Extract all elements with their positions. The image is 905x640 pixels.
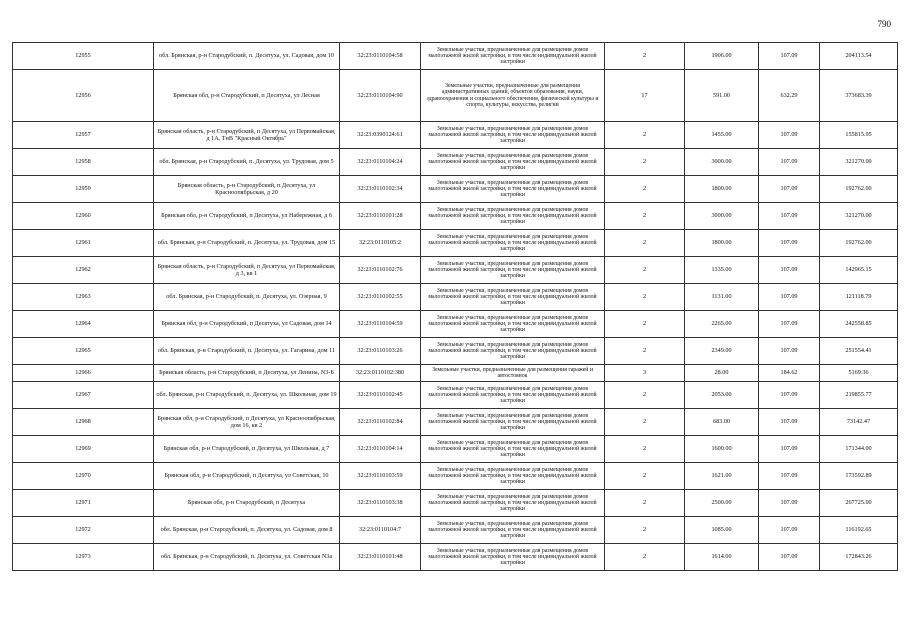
row-number: 12957 (13, 122, 154, 149)
row-number: 12963 (13, 284, 154, 311)
cadastral-value-cell: 155815.95 (820, 122, 898, 149)
address-cell: Брянская обл, р-н Стародубский, п Десятуха (154, 490, 340, 517)
specific-value-cell: 107.09 (759, 149, 820, 176)
table-row (13, 311, 898, 338)
cadastral-number-cell: 32:23:0110104:14 (340, 436, 421, 463)
address-cell: обл. Брянская, р-н Стародубский, п. Десятуха, ул. Советская N3а (154, 544, 340, 571)
land-use-cell: Земельные участки, предназначенные для размещения домов малоэтажной жилой застройки, в том числе индивидуальной жилой застройки (421, 517, 605, 544)
row-number: 12955 (13, 43, 154, 70)
land-use-cell: Земельные участки, предназначенные для размещения домов малоэтажной жилой застройки, в том числе индивидуальной жилой застройки (421, 284, 605, 311)
area-cell: 1800.00 (685, 230, 759, 257)
row-number: 12956 (13, 70, 154, 122)
use-code-cell: 2 (605, 517, 685, 544)
row-number: 12965 (13, 338, 154, 365)
area-cell: 1614.00 (685, 544, 759, 571)
cadastral-number-cell: 32:23:0110103:38 (340, 490, 421, 517)
row-number: 12966 (13, 365, 154, 382)
row-number: 12967 (13, 382, 154, 409)
cadastral-number-cell: 32:23:0390124:61 (340, 122, 421, 149)
land-use-cell: Земельные участки, предназначенные для размещения домов малоэтажной жилой застройки, в том числе индивидуальной жилой застройки (421, 409, 605, 436)
specific-value-cell: 632.29 (759, 70, 820, 122)
row-number: 12959 (13, 176, 154, 203)
row-number: 12969 (13, 436, 154, 463)
cadastral-value-cell: 121118.79 (820, 284, 898, 311)
address-cell: Брянская область, р-н Стародубский, п Десятуха, ул Красноопябрьская, д 20 (154, 176, 340, 203)
address-cell: обл. Брянская, р-н Стародубский, п. Десятуха, ул. Озерная, 9 (154, 284, 340, 311)
area-cell: 2265.00 (685, 311, 759, 338)
table-row (13, 176, 898, 203)
cadastral-number-cell: 32:23:0110102:45 (340, 382, 421, 409)
area-cell: 1906.00 (685, 43, 759, 70)
area-cell: 2053.00 (685, 382, 759, 409)
page-number: 790 (877, 19, 891, 29)
cadastral-value-cell: 321270.00 (820, 203, 898, 230)
area-cell: 683.00 (685, 409, 759, 436)
cadastral-number-cell: 32:23:0110105:2 (340, 230, 421, 257)
land-use-cell: Земельные участки, предназначенные для размещения гаражей и автостоянок (421, 365, 605, 382)
table-row (13, 544, 898, 571)
cadastral-number-cell: 32:23:0110104:7 (340, 517, 421, 544)
cadastral-value-cell: 192762.00 (820, 230, 898, 257)
row-number: 12958 (13, 149, 154, 176)
cadastral-number-cell: 32:23:0110102:55 (340, 284, 421, 311)
area-cell: 1800.00 (685, 176, 759, 203)
area-cell: 1600.00 (685, 436, 759, 463)
address-cell: Брянская обл, р-н Стародубский, п Десятуха, ул Садовая, дом 14 (154, 311, 340, 338)
land-use-cell: Земельные участки, предназначенные для размещения домов малоэтажной жилой застройки, в том числе индивидуальной жилой застройки (421, 311, 605, 338)
land-use-cell: Земельные участки, предназначенные для размещения домов малоэтажной жилой застройки, в том числе индивидуальной жилой застройки (421, 176, 605, 203)
use-code-cell: 2 (605, 382, 685, 409)
land-use-cell: Земельные участки, предназначенные для размещения домов малоэтажной жилой застройки, в том числе индивидуальной жилой застройки (421, 257, 605, 284)
area-cell: 591.00 (685, 70, 759, 122)
table-row (13, 382, 898, 409)
cadastral-value-cell: 219855.77 (820, 382, 898, 409)
land-registry-table (12, 42, 898, 571)
address-cell: Брянская область, р-н Стародубский, п Десятуха, ул Ленина, N3-Б (154, 365, 340, 382)
use-code-cell: 2 (605, 490, 685, 517)
specific-value-cell: 107.09 (759, 203, 820, 230)
cadastral-value-cell: 321270.00 (820, 149, 898, 176)
cadastral-number-cell: 32:23:0110102:34 (340, 176, 421, 203)
address-cell: Брянская обл, р-н Стародубский, п Десятуха, ул Красноопябрьская, дом 16, кв 2 (154, 409, 340, 436)
area-cell: 1131.00 (685, 284, 759, 311)
cadastral-value-cell: 267725.00 (820, 490, 898, 517)
table-row (13, 436, 898, 463)
cadastral-number-cell: 32:23:0110103:59 (340, 463, 421, 490)
table-row (13, 257, 898, 284)
cadastral-number-cell: 32:23:0110103:26 (340, 338, 421, 365)
cadastral-number-cell: 32:23:0110104:59 (340, 311, 421, 338)
cadastral-number-cell: 32:23:0110104:24 (340, 149, 421, 176)
specific-value-cell: 107.09 (759, 463, 820, 490)
address-cell: Брянская обл, р-н Стародубский, п Десятуха, ул Набережная, д 6 (154, 203, 340, 230)
address-cell: Брянская обл, р-н Стародубский, п Десятуха, ул Советская, 10 (154, 463, 340, 490)
row-number: 12970 (13, 463, 154, 490)
specific-value-cell: 107.09 (759, 176, 820, 203)
specific-value-cell: 107.09 (759, 436, 820, 463)
address-cell: обл. Брянская, р-н Стародубский, п. Десятуха, ул. Трудовая, дом 15 (154, 230, 340, 257)
address-cell: Брянская обл, р-н Стародубский, п Десятуха, ул Лесная (154, 70, 340, 122)
use-code-cell: 2 (605, 436, 685, 463)
specific-value-cell: 107.09 (759, 284, 820, 311)
use-code-cell: 2 (605, 409, 685, 436)
cadastral-value-cell: 5169.36 (820, 365, 898, 382)
specific-value-cell: 107.09 (759, 230, 820, 257)
row-number: 12962 (13, 257, 154, 284)
area-cell: 2500.00 (685, 490, 759, 517)
specific-value-cell: 107.09 (759, 122, 820, 149)
table-row (13, 490, 898, 517)
cadastral-value-cell: 73142.47 (820, 409, 898, 436)
cadastral-value-cell: 142965.15 (820, 257, 898, 284)
table-row (13, 365, 898, 382)
table-row (13, 517, 898, 544)
address-cell: Брянская область, р-н Стародубский, п Десятуха, ул Первомайская, д 1А, ТнВ "Красный Октябрь" (154, 122, 340, 149)
cadastral-value-cell: 172843.26 (820, 544, 898, 571)
cadastral-value-cell: 204113.54 (820, 43, 898, 70)
land-use-cell: Земельные участки, предназначенные для размещения домов малоэтажной жилой застройки, в том числе индивидуальной жилой застройки (421, 490, 605, 517)
row-number: 12964 (13, 311, 154, 338)
cadastral-value-cell: 242558.85 (820, 311, 898, 338)
cadastral-value-cell: 251554.41 (820, 338, 898, 365)
use-code-cell: 17 (605, 70, 685, 122)
area-cell: 1621.00 (685, 463, 759, 490)
area-cell: 1455.00 (685, 122, 759, 149)
land-use-cell: Земельные участки, предназначенные для размещения домов малоэтажной жилой застройки, в том числе индивидуальной жилой застройки (421, 149, 605, 176)
table-row (13, 409, 898, 436)
specific-value-cell: 107.09 (759, 409, 820, 436)
specific-value-cell: 107.09 (759, 517, 820, 544)
address-cell: обл. Брянская, р-н Стародубский, п. Десятуха, ул. Садовая, дом 10 (154, 43, 340, 70)
land-use-cell: Земельные участки, предназначенные для размещения домов малоэтажной жилой застройки, в том числе индивидуальной жилой застройки (421, 338, 605, 365)
address-cell: обл. Брянская, р-н Стародубский, п. Десятуха, ул. Гагарина, дом 11 (154, 338, 340, 365)
table-row (13, 43, 898, 70)
row-number: 12972 (13, 517, 154, 544)
land-use-cell: Земельные участки, предназначенные для размещения домов малоэтажной жилой застройки, в том числе индивидуальной жилой застройки (421, 436, 605, 463)
cadastral-number-cell: 32:23:0110102:380 (340, 365, 421, 382)
land-use-cell: Земельные участки, предназначенные для размещения домов малоэтажной жилой застройки, в том числе индивидуальной жилой застройки (421, 544, 605, 571)
use-code-cell: 2 (605, 230, 685, 257)
table-row (13, 149, 898, 176)
table-row (13, 284, 898, 311)
use-code-cell: 2 (605, 149, 685, 176)
address-cell: обл. Брянская, р-н Стародубский, п. Десятуха, ул. Садовая, дом 8 (154, 517, 340, 544)
cadastral-number-cell: 32:23:0110104:58 (340, 43, 421, 70)
cadastral-number-cell: 32:23:0110102:84 (340, 409, 421, 436)
land-use-cell: Земельные участки, предназначенные для размещения домов малоэтажной жилой застройки, в том числе индивидуальной жилой застройки (421, 122, 605, 149)
area-cell: 3000.00 (685, 149, 759, 176)
address-cell: Брянская обл, р-н Стародубский, п Десятуха, ул Школьная, д 7 (154, 436, 340, 463)
cadastral-number-cell: 32:23:0110101:28 (340, 203, 421, 230)
table-row (13, 230, 898, 257)
cadastral-number-cell: 32:23:0110104:90 (340, 70, 421, 122)
cadastral-value-cell: 373683.39 (820, 70, 898, 122)
area-cell: 28.00 (685, 365, 759, 382)
land-use-cell: Земельные участки, предназначенные для размещения домов малоэтажной жилой застройки, в том числе индивидуальной жилой застройки (421, 203, 605, 230)
use-code-cell: 2 (605, 176, 685, 203)
use-code-cell: 2 (605, 203, 685, 230)
specific-value-cell: 107.09 (759, 311, 820, 338)
cadastral-value-cell: 171344.00 (820, 436, 898, 463)
specific-value-cell: 107.09 (759, 43, 820, 70)
cadastral-number-cell: 32:23:0110101:48 (340, 544, 421, 571)
specific-value-cell: 107.09 (759, 338, 820, 365)
use-code-cell: 2 (605, 284, 685, 311)
use-code-cell: 2 (605, 544, 685, 571)
area-cell: 3000.00 (685, 203, 759, 230)
address-cell: обл. Брянская, р-н Стародубский, п. Десятуха, ул. Школьная, дом 19 (154, 382, 340, 409)
specific-value-cell: 107.09 (759, 490, 820, 517)
table-row (13, 70, 898, 122)
cadastral-value-cell: 192762.00 (820, 176, 898, 203)
cadastral-value-cell: 173592.89 (820, 463, 898, 490)
use-code-cell: 2 (605, 338, 685, 365)
land-use-cell: Земельные участки, предназначенные для размещения домов малоэтажной жилой застройки, в том числе индивидуальной жилой застройки (421, 43, 605, 70)
area-cell: 1085.00 (685, 517, 759, 544)
area-cell: 2349.00 (685, 338, 759, 365)
row-number: 12960 (13, 203, 154, 230)
table-row (13, 122, 898, 149)
use-code-cell: 2 (605, 43, 685, 70)
use-code-cell: 2 (605, 122, 685, 149)
area-cell: 1335.00 (685, 257, 759, 284)
row-number: 12961 (13, 230, 154, 257)
address-cell: обл. Брянская, р-н Стародубский, п. Десятуха, ул. Трудовая, дом 5 (154, 149, 340, 176)
specific-value-cell: 107.09 (759, 257, 820, 284)
table-row (13, 203, 898, 230)
specific-value-cell: 184.62 (759, 365, 820, 382)
land-use-cell: Земельные участки, предназначенные для размещения домов малоэтажной жилой застройки, в том числе индивидуальной жилой застройки (421, 230, 605, 257)
row-number: 12973 (13, 544, 154, 571)
table-row (13, 338, 898, 365)
use-code-cell: 2 (605, 463, 685, 490)
specific-value-cell: 107.09 (759, 382, 820, 409)
use-code-cell: 2 (605, 257, 685, 284)
specific-value-cell: 107.09 (759, 544, 820, 571)
use-code-cell: 3 (605, 365, 685, 382)
cadastral-value-cell: 116192.65 (820, 517, 898, 544)
row-number: 12968 (13, 409, 154, 436)
land-use-cell: Земельные участки, предназначенные для размещения домов малоэтажной жилой застройки, в том числе индивидуальной жилой застройки (421, 463, 605, 490)
cadastral-number-cell: 32:23:0110102:76 (340, 257, 421, 284)
address-cell: Брянская область, р-н Стародубский, п Десятуха, ул Первомайская, д 3, кв 1 (154, 257, 340, 284)
land-use-cell: Земельные участки, предназначенные для размещения административных зданий, объектов образования, науки, здравоохранения и социального обеспечения, физической культуры и спорта, культуры, искусства, религии (421, 70, 605, 122)
land-use-cell: Земельные участки, предназначенные для размещения домов малоэтажной жилой застройки, в том числе индивидуальной жилой застройки (421, 382, 605, 409)
row-number: 12971 (13, 490, 154, 517)
table-row (13, 463, 898, 490)
use-code-cell: 2 (605, 311, 685, 338)
